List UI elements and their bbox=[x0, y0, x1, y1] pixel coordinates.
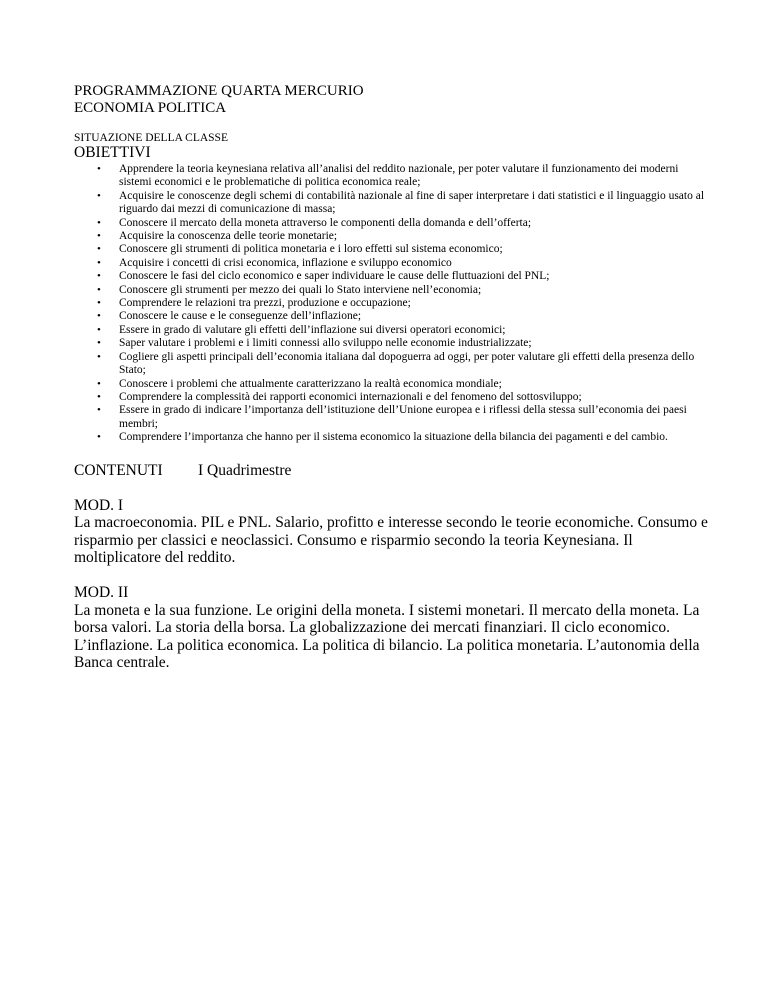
objectives-list bbox=[74, 163, 710, 445]
module-2-title: MOD. II bbox=[74, 583, 129, 601]
list-item bbox=[74, 257, 710, 270]
list-item-text: Essere in grado di indicare l’importanza dell’istituzione dell’Unione europea e i riflessi della stessa sull’economia dei paesi membri; bbox=[119, 404, 687, 430]
list-item bbox=[74, 404, 710, 431]
module-1-text: La macroeconomia. PIL e PNL. Salario, profitto e interesse secondo le teorie economiche. Consumo e risparmio per classici e neoclassici. Consumo e risparmio secondo la teoria Keynesiana. Il moltiplicatore del reddito. bbox=[74, 514, 708, 567]
bullet-icon: • bbox=[97, 404, 101, 417]
module-2 bbox=[74, 584, 710, 672]
list-item-text: Essere in grado di valutare gli effetti dell’inflazione sui diversi operatori economici; bbox=[119, 323, 506, 336]
list-item bbox=[74, 163, 710, 190]
list-item-text: Conoscere le cause e le conseguenze dell’inflazione; bbox=[119, 310, 362, 323]
module-1-title: MOD. I bbox=[74, 496, 124, 514]
list-item-text: Acquisire la conoscenza delle teorie monetarie; bbox=[119, 230, 338, 243]
bullet-icon: • bbox=[97, 270, 101, 283]
list-item-text: Cogliere gli aspetti principali dell’economia italiana dal dopoguerra ad oggi, per poter valutare gli effetti della presenza dello Stato; bbox=[119, 350, 695, 377]
list-item bbox=[74, 270, 710, 283]
term-label: I Quadrimestre bbox=[198, 461, 292, 479]
list-item-text: Acquisire i concetti di crisi economica, inflazione e sviluppo economico bbox=[119, 256, 452, 269]
class-situation-label: SITUAZIONE DELLA CLASSE bbox=[74, 132, 228, 144]
list-item-text: Comprendere la complessità dei rapporti economici internazionali e del fenomeno del sottosviluppo; bbox=[119, 390, 582, 403]
objectives-heading: OBIETTIVI bbox=[74, 144, 151, 161]
bullet-icon: • bbox=[97, 310, 101, 323]
bullet-icon: • bbox=[97, 163, 101, 175]
list-item bbox=[74, 190, 710, 217]
list-item-text: Conoscere il mercato della moneta attraverso le componenti della domanda e dell’offerta; bbox=[119, 216, 532, 229]
list-item bbox=[74, 217, 710, 230]
bullet-icon: • bbox=[97, 189, 101, 202]
bullet-icon: • bbox=[97, 256, 101, 269]
bullet-icon: • bbox=[97, 297, 101, 310]
list-item-text: Comprendere l’importanza che hanno per il sistema economico la situazione della bilancia dei pagamenti e del cambio. bbox=[119, 431, 668, 444]
module-2-text: La moneta e la sua funzione. Le origini della moneta. I sistemi monetari. Il mercato della moneta. La borsa valori. La storia della borsa. La globalizzazione dei mercati finanziari. Il ciclo economico. L’inflazione. La politica economica. La politica di bilancio. La politica monetaria. L’autonomia della Banca centrale. bbox=[74, 601, 700, 672]
list-item bbox=[74, 297, 710, 310]
list-item-text: Saper valutare i problemi e i limiti connessi allo sviluppo nelle economie industrializzate; bbox=[119, 337, 532, 350]
module-1 bbox=[74, 497, 710, 567]
list-item bbox=[74, 310, 710, 323]
bullet-icon: • bbox=[97, 431, 101, 444]
bullet-icon: • bbox=[97, 323, 101, 336]
list-item-text: Conoscere gli strumenti di politica monetaria e i loro effetti sul sistema economico; bbox=[119, 243, 503, 256]
document-subtitle: ECONOMIA POLITICA bbox=[74, 100, 227, 116]
list-item bbox=[74, 324, 710, 337]
contents-heading-row bbox=[74, 462, 710, 480]
list-item-text: Comprendere le relazioni tra prezzi, produzione e occupazione; bbox=[119, 297, 411, 310]
list-item-text: Conoscere gli strumenti per mezzo dei quali lo Stato interviene nell’economia; bbox=[119, 283, 482, 296]
bullet-icon: • bbox=[97, 283, 101, 296]
list-item bbox=[74, 230, 710, 243]
list-item-text: Conoscere i problemi che attualmente caratterizzano la realtà economica mondiale; bbox=[119, 377, 502, 390]
list-item-text: Conoscere le fasi del ciclo economico e saper individuare le cause delle fluttuazioni del PNL; bbox=[119, 270, 550, 283]
bullet-icon: • bbox=[97, 390, 101, 403]
list-item bbox=[74, 431, 710, 444]
list-item bbox=[74, 243, 710, 256]
list-item bbox=[74, 391, 710, 404]
bullet-icon: • bbox=[97, 243, 101, 256]
bullet-icon: • bbox=[97, 350, 101, 363]
contents-label: CONTENUTI bbox=[74, 461, 163, 479]
bullet-icon: • bbox=[97, 230, 101, 243]
list-item-text: Apprendere la teoria keynesiana relativa all’analisi del reddito nazionale, per poter valutare il funzionamento dei moderni sistemi economici e le problematiche di politica economica reale; bbox=[119, 163, 679, 189]
list-item bbox=[74, 351, 710, 378]
bullet-icon: • bbox=[97, 216, 101, 229]
bullet-icon: • bbox=[97, 337, 101, 350]
document-title: PROGRAMMAZIONE QUARTA MERCURIO bbox=[74, 83, 364, 99]
list-item bbox=[74, 378, 710, 391]
list-item bbox=[74, 284, 710, 297]
document-page bbox=[74, 83, 710, 672]
list-item bbox=[74, 337, 710, 350]
bullet-icon: • bbox=[97, 377, 101, 390]
list-item-text: Acquisire le conoscenze degli schemi di contabilità nazionale al fine di saper interpretare i dati statistici e il linguaggio usato al riguardo dai mezzi di comunicazione di massa; bbox=[119, 189, 705, 216]
